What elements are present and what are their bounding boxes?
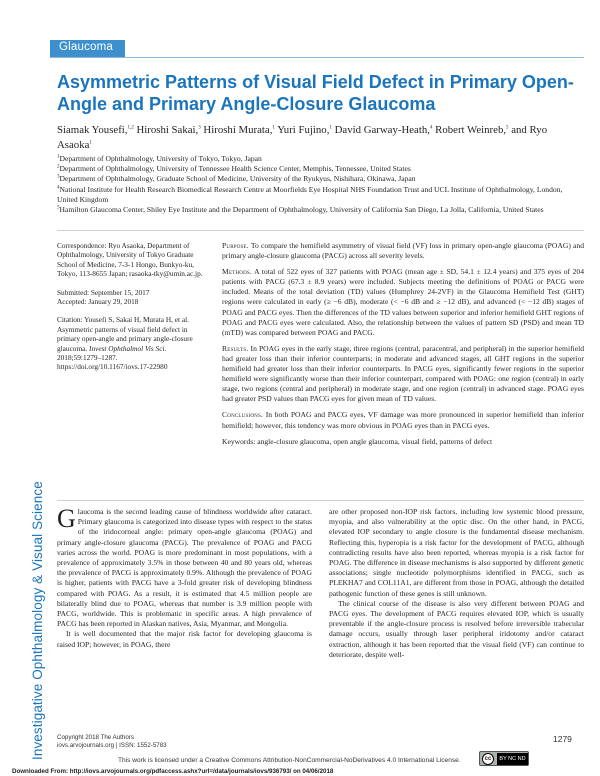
divider-2 (57, 500, 584, 501)
creative-commons-badge[interactable] (479, 751, 529, 766)
abstract-purpose: Purpose. To compare the hemifield asymmetry of visual field (VF) loss in primary open-angle glaucoma (POAG) and primary angle-closure glaucoma (PACG) across all severity levels. (222, 241, 584, 261)
article-info-column (57, 241, 207, 381)
citation: Citation: Yousefi S, Sakai H, Murata H, et al. Asymmetric patterns of visual field defect in primary open-angle and primary angle-closure glaucoma. Invest Ophthalmol Vis Sci. 2018;59:1279–1287. https://doi.org/10.1167/iovs.17-22980 (57, 315, 193, 372)
journal-name-vertical: Investigative Ophthalmology & Visual Science (30, 481, 45, 760)
body-right-column (329, 507, 584, 660)
journal-sidebar (0, 0, 50, 776)
article-title: Asymmetric Patterns of Visual Field Defect in Primary Open-Angle and Primary Angle-Closure Glaucoma (57, 72, 574, 114)
by-nc-nd-icon: BY NC ND (497, 753, 528, 765)
affiliations (57, 154, 577, 215)
page-number: 1279 (553, 734, 572, 744)
intro-paragraph-1: Glaucoma is the second leading cause of blindness worldwide after cataract. Primary glaucoma is categorized into disease types with respect to the status of the iridocorneal angle: primary open-angle glaucoma (POAG) and primary angle-closure glaucoma (PACG). The prevalence of POAG and PACG varies across the world. POAG is more predominant in most populations, with a prevalence of approximately 3.5% in those between 40 and 80 years old, whereas the prevalence of PACG is approximately 0.9%. Although the prevalence of POAG is higher, patients with PACG have a 3-fold greater risk of developing blindness compared with POAG. As a result, it is estimated that 4.5 million people are bilaterally blind due to POAG, whereas that number is 3.9 million people with PACG, worldwide. This is problematic in specific areas. A high prevalence of PACG has been reported in Alaskan natives, Asia, Myanmar, and Mongolia. (57, 504, 312, 629)
affiliation-2: $^2$Department of Ophthalmology, University of Tennessee Health Science Center, Memphis, Tennessee, United States (57, 164, 411, 174)
keywords: Keywords: angle-closure glaucoma, open angle glaucoma, visual field, patterns of defect (222, 436, 493, 446)
intro-paragraph-2: It is well documented that the major risk factor for developing glaucoma is raised IOP; however, in POAG, there (57, 629, 312, 649)
abstract-methods: Methods. A total of 522 eyes of 327 patients with POAG (mean age ± SD, 54.1 ± 12.4 years) and 375 eyes of 204 patients with PACG (67.3 ± 8.9 years) were included. Subjects meeting the definitions of POAG or PACG were included. Means of the total deviation (TD) values (Humphrey 24-2VF) in the Glaucoma Hemifield Test (GHT) regions were calculated in early (≥ −6 dB), moderate (< −6 dB and ≥ −12 dB), and advanced (< −12 dB) stages of POAG and PACG eyes. Then the differences of the TD values between superior and inferior hemifield GHT regions of POAG and PACG eyes were calculated. Also, the relationship between the values of pattern SD (PSD) and mean TD (mTD) was compared between POAG and PACG. (222, 267, 584, 337)
copyright-notice: Copyright 2018 The Authors iovs.arvojournals.org | ISSN: 1552-5783 (57, 734, 167, 749)
license-text: This work is licensed under a Creative Commons Attribution-NonCommercial-NoDerivatives 4.0 International License. (118, 757, 461, 764)
dates: Submitted: September 15, 2017 Accepted: January 29, 2018 (57, 287, 150, 307)
abstract (222, 241, 584, 453)
correspondence: Correspondence: Ryo Asaoka, Department of Ophthalmology, University of Tokyo Graduate School of Medicine, 7-3-1 Hongo, Bunkyo-ku, Tokyo, 113-8655 Japan; rasaoka-tky@umin.ac.jp. (57, 241, 203, 279)
affiliation-3: $^3$Department of Ophthalmology, Graduate School of Medicine, University of the Ryukyus, Nishihara, Okinawa, Japan (57, 174, 416, 184)
author-list: Siamak Yousefi,$^{1,2}$ Hiroshi Sakai,$^3$ Hiroshi Murata,$^1$ Yuri Fujino,$^1$ David Garway-Heath,$^4$ Robert Weinreb,$^5$ and Ryo Asaoka$^1$ (57, 124, 548, 151)
affiliation-4: $^4$National Institute for Health Research Biomedical Research Centre at Moorfields Eye Hospital NHS Foundation Trust and UCL Institute of Ophthalmology, London, United Kingdom (57, 184, 563, 204)
section-rule (50, 57, 584, 58)
intro-paragraph-3: are other proposed non-IOP risk factors, including low systemic blood pressure, myopia, and also vulnerability at the optic disc. On the other hand, in PACG, elevated IOP secondary to angle closure is the fundamental disease mechanism. Reflecting this, hyperopia is a risk factor for the development of PACG, although contradicting results have also been reported, whereas myopia is a risk factor for POAG. The difference in disease mechanisms is also supported by different genetic associations; single nucleotide polymorphisms identified in PACG, such as PLEKHA7 and COL11A1, are different from those in POAG, although the detailed pathogenic function of these genes is still unknown. (329, 507, 584, 598)
drop-cap: G (57, 504, 76, 533)
divider (57, 230, 584, 231)
affiliation-5: $^5$Hamilton Glaucoma Center, Shiley Eye Institute and the Department of Ophthalmology, University of California San Diego, La Jolla, California, United States (57, 205, 544, 215)
intro-paragraph-4: The clinical course of the disease is also very different between POAG and PACG eyes. The development of PACG requires elevated IOP, which is usually preventable if the angle-closure process is resolved before irreversible trabecular damage occurs, usually through laser peripheral iridotomy and/or cataract extraction, although it has been reported that the visual field (VF) can continue to deteriorate, despite well- (329, 598, 584, 659)
abstract-conclusions: Conclusions. In both POAG and PACG eyes, VF damage was more pronounced in superior hemifield than inferior hemifield; however, this tendency was more obvious in POAG eyes than in PACG eyes. (222, 410, 584, 430)
download-notice: Downloaded From: http://iovs.arvojournals.org/pdfaccess.ashx?url=/data/journals/iovs/936793/ on 04/06/2018 (12, 768, 334, 775)
body-left-column (57, 504, 312, 650)
section-label: Glaucoma (50, 40, 125, 57)
cc-icon: cc (482, 753, 494, 765)
affiliation-1: $^1$Department of Ophthalmology, University of Tokyo, Tokyo, Japan (57, 154, 262, 163)
abstract-results: Results. In POAG eyes in the early stage, three regions (central, paracentral, and peripheral) in the superior hemifield had greater loss than their inferior counterparts; in moderate and advanced stages, all GHT regions in the superior hemifield had greater loss than their inferior counterparts. In PACG eyes, significantly fewer regions in the superior hemifield were significantly worse than their inferior counterpart, compared with POAG: one region (central) in early stage, two regions (central and peripheral) in moderate stage, and one region (central) in advanced stage. POAG eyes had greater PSD values than PACG eyes for given mean of TD values. (222, 343, 584, 404)
